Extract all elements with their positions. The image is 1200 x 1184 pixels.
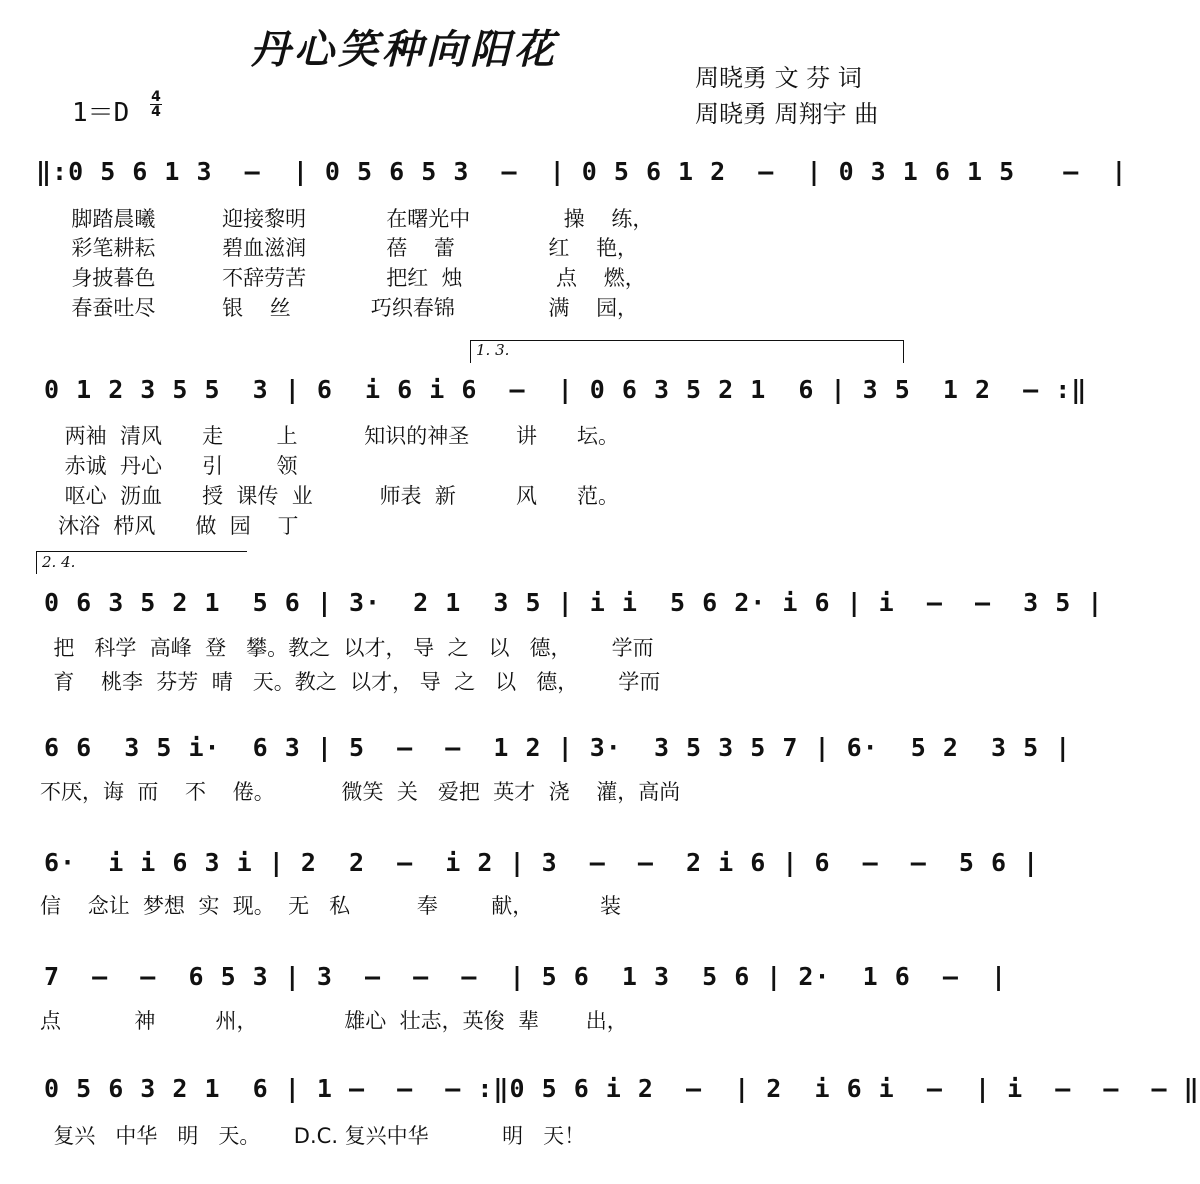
lyric-row-3-verse-2: 育 桃李 芬芳 晴 天。教之 以才， 导 之 以 德， 学而 [40,670,661,694]
notation-row-1: ‖:0 5 6 1 3 — | 0 5 6 5 3 — | 0 5 6 1 2 — | 0 3 1 6 1 5 — | [36,157,1128,186]
notation-row-6: 7 — — 6 5 3 | 3 — — — | 5 6 1 3 5 6 | 2· 1 6 — | [44,962,1008,991]
lyric-row-2-verse-4: 沐浴 栉风 做 园 丁 [58,514,299,538]
notation-row-2: 0 1 2 3 5 5 3 | 6 i 6 i 6 — | 0 6 3 5 2 1 6 | 3 5 1 2 — :‖ [44,375,1088,404]
lyric-row-2-verse-2: 赤诚 丹心 引 领 [58,454,298,478]
second-ending-label: 2. 4. [42,553,76,571]
time-signature [150,90,162,119]
lyric-row-1-verse-1: 脚踏晨曦 迎接黎明 在曙光中 操 练， [58,207,654,231]
composer-credit: 周晓勇 周翔宇 曲 [695,100,879,128]
song-title: 丹心笑种向阳花 [250,26,558,73]
lyric-row-2-verse-3: 呕心 沥血 授 课传 业 师表 新 风 范。 [58,484,620,508]
lyric-row-3-verse-1: 把 科学 高峰 登 攀。教之 以才， 导 之 以 德， 学而 [40,636,654,660]
lyric-row-1-verse-3: 身披暮色 不辞劳苦 把红 烛 点 燃， [58,266,646,290]
meter-bottom: 4 [151,104,161,120]
lyric-row-2-verse-1: 两袖 清风 走 上 知识的神圣 讲 坛。 [58,424,620,448]
notation-row-3: 0 6 3 5 2 1 5 6 | 3· 2 1 3 5 | i i 5 6 2· i 6 | i — — 3 5 | [44,588,1104,617]
meter-top: 4 [151,89,161,105]
lyric-row-5: 信 念让 梦想 实 现。 无 私 奉 献， 装 [40,894,622,918]
first-ending-label: 1. 3. [476,341,510,359]
lyric-row-1-verse-4: 春蚕吐尽 银 丝 巧织春锦 满 园， [58,296,639,320]
notation-row-5: 6· i i 6 3 i | 2 2 — i 2 | 3 — — 2 i 6 | 6 — — 5 6 | [44,848,1040,877]
first-ending-bracket [470,340,904,363]
notation-row-4: 6 6 3 5 i· 6 3 | 5 — — 1 2 | 3· 3 5 3 5 7 | 6· 5 2 3 5 | [44,733,1072,762]
lyric-row-6: 点 神 州， 雄心 壮志，英俊 辈 出， [40,1009,628,1033]
lyric-row-1-verse-2: 彩笔耕耘 碧血滋润 蓓 蕾 红 艳， [58,236,639,260]
lyric-row-4: 不厌，诲 而 不 倦。 微笑 关 爱把 英才 浇 灌，高尚 [40,780,681,804]
lyricist-credit: 周晓勇 文 芬 词 [695,64,862,92]
key-signature: 1＝D [72,98,130,128]
notation-row-7: 0 5 6 3 2 1 6 | 1 — — — :‖0 5 6 i 2 — | 2 i 6 i — | i — — — ‖ [44,1074,1200,1103]
lyric-row-7: 复兴 中华 明 天。 D.C. 复兴中华 明 天！ [40,1124,586,1148]
